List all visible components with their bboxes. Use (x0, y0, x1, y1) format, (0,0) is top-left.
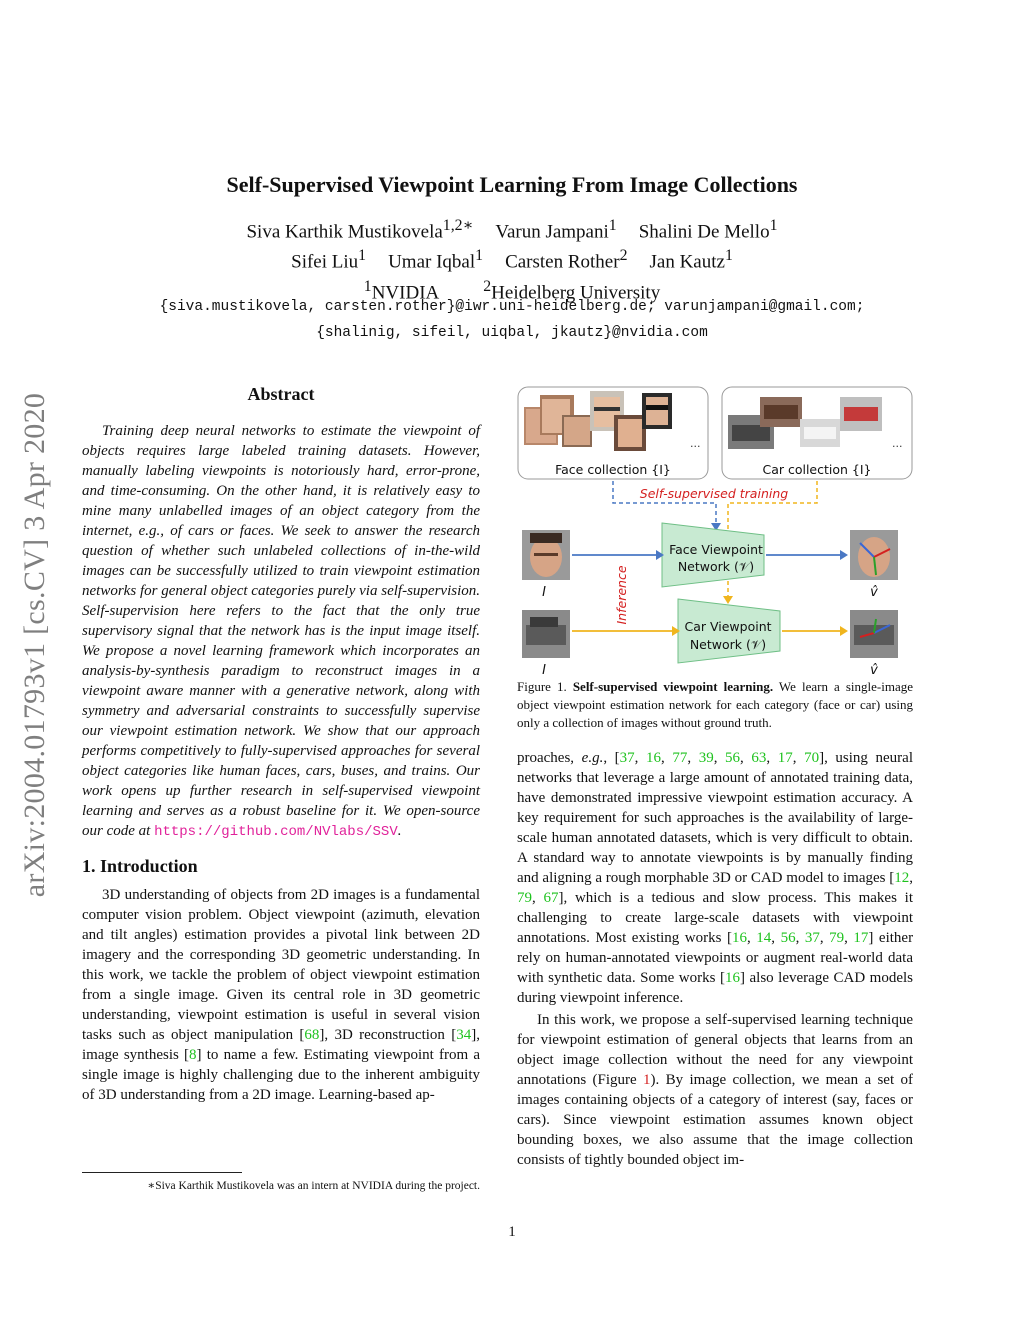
figure-1-caption: Figure 1. Self-supervised viewpoint learning. We learn a single-image object viewpoint estimation network for each category (face or car) using only a collection of images without ground truth. (517, 679, 913, 730)
car-network-label-1: Car Viewpoint (684, 619, 772, 634)
citation-link[interactable]: 63 (751, 750, 767, 766)
right-column (517, 748, 913, 1170)
face-output-label: v̂ (870, 585, 878, 600)
face-collection-label: Face collection {I} (555, 462, 671, 477)
face-input-label: I (542, 585, 546, 600)
author-line-1: Siva Karthik Mustikovela$^{1,2∗}$ Varun Jampani$^1$ Shalini De Mello$^1$ (246, 217, 778, 243)
abstract-heading: Abstract (247, 384, 315, 404)
citation-link[interactable]: 12 (894, 870, 910, 886)
paper-title: Self-Supervised Viewpoint Learning From Image Collections (226, 172, 798, 197)
face-network-label-1: Face Viewpoint (669, 542, 763, 557)
face-ellipsis: ... (690, 437, 701, 450)
arxiv-stamp: arXiv:2004.01793v1 [cs.CV] 3 Apr 2020 (18, 392, 52, 898)
email-line-1: {siva.mustikovela, carsten.rother}@iwr.uni-heidelberg.de; varunjampani@gmail.com; (159, 299, 865, 315)
face-network-label-2: Network (𝒱) (677, 559, 755, 574)
face-input-image (522, 530, 570, 580)
citation-link[interactable]: 67 (543, 890, 559, 906)
citation-link[interactable]: 16 (732, 930, 747, 946)
author-block (0, 214, 1024, 305)
figure-1 (514, 385, 916, 675)
self-supervised-label: Self-supervised training (639, 486, 789, 501)
right-paragraph-2: In this work, we propose a self-supervised learning technique for viewpoint estimation of general objects that learns from an object image collection without the need for any viewpoint annotations (Figure 1). By image collection, we mean a set of images containing objects of a category of interest (say, faces or cars). Since viewpoint estimation assumes known object bounding boxes, we also assume that the image collection consists of tightly bounded object im- (517, 1012, 913, 1168)
car-network-label-2: Network (𝒱) (689, 637, 767, 652)
author-line-2: Sifei Liu$^1$ Umar Iqbal$^1$ Carsten Rother$^2$ Jan Kautz$^1$ (291, 247, 733, 273)
citation-link[interactable]: 37 (804, 930, 820, 946)
car-input-image (522, 610, 570, 658)
citation-link[interactable]: 77 (672, 750, 688, 766)
car-output-image (850, 610, 898, 658)
citation-link[interactable]: 70 (804, 750, 820, 766)
introduction-paragraph: 3D understanding of objects from 2D images is a fundamental computer vision problem. Object viewpoint (azimuth, elevation and tilt angles) estimation provides a pivotal link between 2D imagery and the corresponding 3D geometric understanding. In this work, we tackle the problem of object viewpoint estimation from a single image. Given its central role in 3D geometric understanding, viewpoint estimation is useful in several vision tasks such as object manipulation [68], 3D reconstruction [34], image synthesis [8] to name a few. Estimating viewpoint from a single image is highly challenging due to the inherent ambiguity of 3D understanding from a 2D image. Learning-based ap- (82, 887, 480, 1103)
car-output-label: v̂ (870, 663, 878, 675)
inference-label: Inference (614, 565, 629, 625)
citation-link[interactable]: 17 (853, 930, 869, 946)
citation-link[interactable]: 17 (777, 750, 793, 766)
footnote-divider (82, 1172, 242, 1173)
email-line-2: {shalinig, sifeil, uiqbal, jkautz}@nvidia.com (316, 325, 708, 341)
email-block (0, 294, 1024, 346)
citation-link[interactable]: 56 (725, 750, 741, 766)
left-column (82, 384, 480, 1105)
citation-link[interactable]: 16 (724, 970, 740, 986)
citation-link[interactable]: 68 (304, 1027, 320, 1043)
right-paragraph-1: proaches, e.g., [37, 16, 77, 39, 56, 63, 17, 70], using neural networks that leverage a large amount of annotated training data, have demonstrated impressive viewpoint estimation accuracy. A key requirement for such approaches is the availability of large-scale human annotated datasets, which is very difficult to obtain. A standard way to annotate viewpoints is by manually finding and aligning a rough morphable 3D or CAD model to images [12, 79, 67], which is a tedious and slow process. This makes it challenging to create large-scale datasets with viewpoint annotations. Most existing works [16, 14, 56, 37, 79, 17] either rely on human-annotated viewpoints or augment real-world data with synthetic data. Some works [16] also leverage CAD models during viewpoint inference. (517, 750, 914, 1006)
citation-link[interactable]: 37 (619, 750, 635, 766)
citation-link[interactable]: 39 (698, 750, 714, 766)
citation-link[interactable]: 8 (189, 1047, 197, 1063)
citation-link[interactable]: 56 (780, 930, 796, 946)
code-link[interactable]: https://github.com/NVlabs/SSV (154, 824, 398, 840)
citation-link[interactable]: 16 (646, 750, 662, 766)
citation-link[interactable]: 79 (829, 930, 845, 946)
face-output-image (850, 530, 898, 580)
car-ellipsis: ... (892, 437, 903, 450)
car-input-label: I (542, 663, 546, 675)
citation-link[interactable]: 14 (756, 930, 772, 946)
citation-link[interactable]: 79 (517, 890, 532, 906)
introduction-heading: 1. Introduction (82, 856, 198, 876)
affiliation-line: $^1$NVIDIA $^2$Heidelberg University (363, 277, 661, 303)
figure-reference-link[interactable]: 1 (643, 1072, 651, 1088)
abstract-text: Training deep neural networks to estimate the viewpoint of objects requires large labeled training datasets. However, manually labeling viewpoints is notoriously hard, error-prone, and time-consuming. On the other hand, it is relatively easy to mine many unlabelled images of an object category from the internet, e.g., of cars or faces. We seek to answer the research question of whether such unlabeled collections of in-the-wild images can be successfully utilized to train viewpoint estimation networks for general object categories purely via self-supervision. Self-supervision here refers to the fact that the only true supervisory signal that the network has is the input image itself. We propose a novel learning framework which incorporates an analysis-by-synthesis paradigm to reconstruct images in a viewpoint aware manner with a generative network, along with symmetry and adversarial constraints to successfully supervise our viewpoint estimation network. We show that our approach performs competitively to fully-supervised approaches for several object categories like human faces, cars, buses, and trains. Our work opens up further research in self-supervised viewpoint learning and serves as a robust baseline for it. We open-source our code at https://github.com/NVlabs/SSV. (82, 423, 480, 840)
citation-link[interactable]: 34 (456, 1027, 472, 1043)
footnote: ∗Siva Karthik Mustikovela was an intern at NVIDIA during the project. (147, 1180, 480, 1192)
figure-1-diagram (514, 385, 916, 675)
page-number: 1 (508, 1224, 516, 1240)
car-collection-label: Car collection {I} (762, 462, 872, 477)
